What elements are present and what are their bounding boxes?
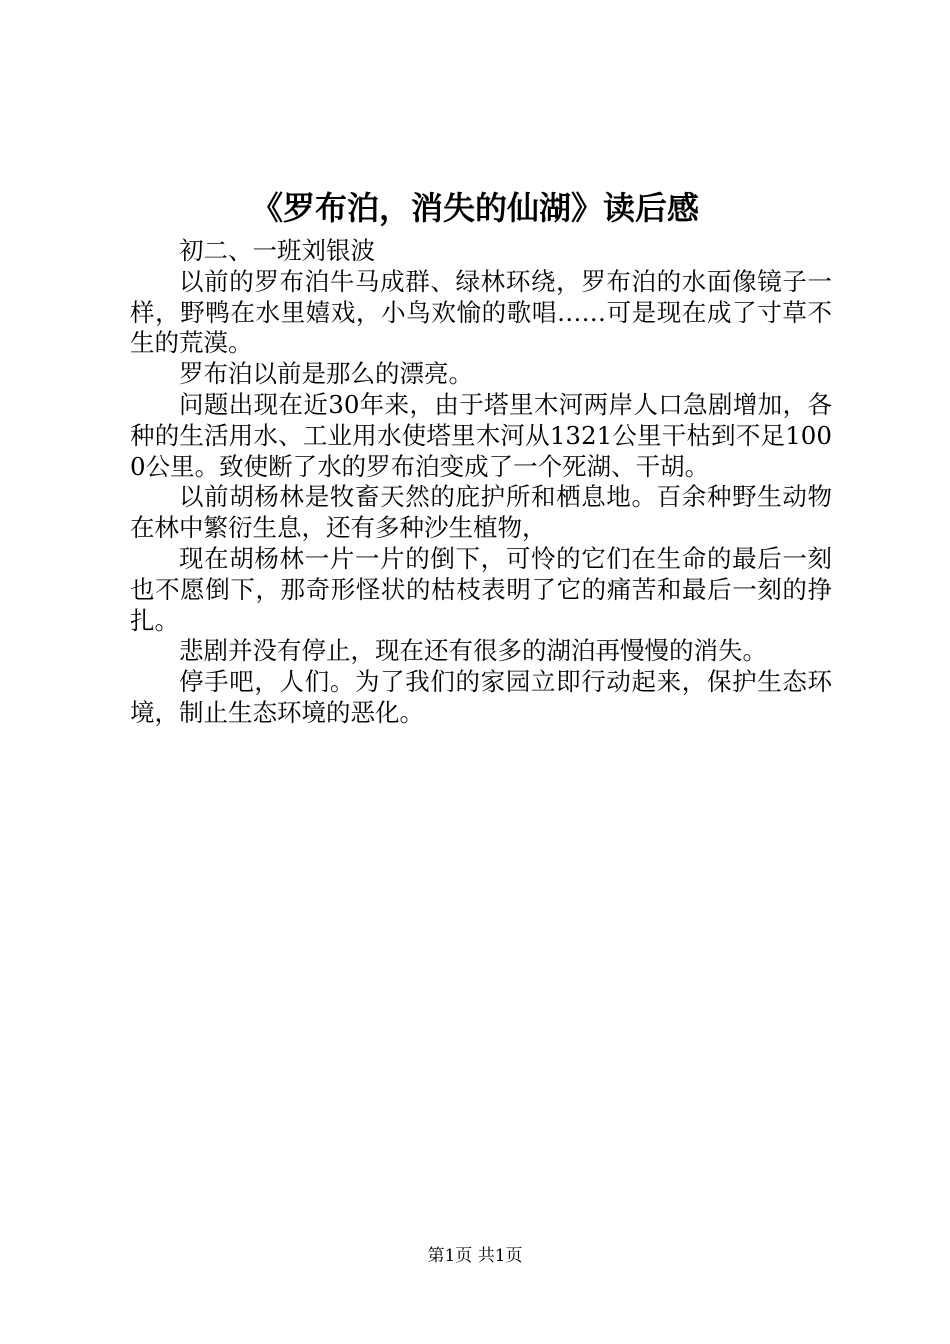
paragraph: 以前的罗布泊牛马成群、绿林环绕，罗布泊的水面像镜子一样，野鸭在水里嬉戏，小鸟欢愉的歌唱……可是现在成了寸草不生的荒漠。 xyxy=(130,266,832,358)
page-number-footer: 第1页 共1页 xyxy=(427,1246,523,1266)
author-line: 初二、一班刘银波 xyxy=(179,236,375,265)
paragraph: 问题出现在近30年来，由于塔里木河两岸人口急剧增加，各种的生活用水、工业用水使塔里木河从1321公里干枯到不足1000公里。致使断了水的罗布泊变成了一个死湖、干胡。 xyxy=(130,389,832,481)
paragraph: 停手吧，人们。为了我们的家园立即行动起来，保护生态环境，制止生态环境的恶化。 xyxy=(130,667,832,727)
paragraph: 以前胡杨林是牧畜天然的庇护所和栖息地。百余种野生动物在林中繁衍生息，还有多种沙生植物， xyxy=(130,482,832,543)
paragraph: 罗布泊以前是那么的漂亮。 xyxy=(179,359,473,389)
paragraph: 现在胡杨林一片一片的倒下，可怜的它们在生命的最后一刻也不愿倒下，那奇形怪状的枯枝表明了它的痛苦和最后一刻的挣扎。 xyxy=(130,543,832,635)
document-body xyxy=(130,236,832,729)
document-title: 《罗布泊，消失的仙湖》读后感 xyxy=(250,189,699,227)
paragraph: 悲剧并没有停止，现在还有很多的湖泊再慢慢的消失。 xyxy=(179,636,767,666)
